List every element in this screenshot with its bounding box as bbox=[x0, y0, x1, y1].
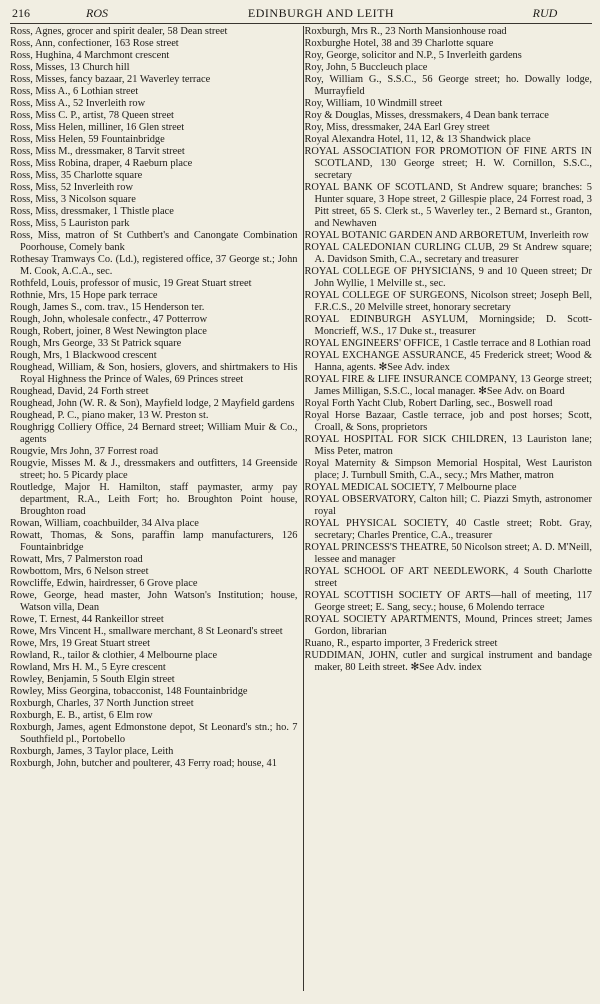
directory-entry: Rowan, William, coachbuilder, 34 Alva place bbox=[10, 518, 199, 529]
directory-entry: Rowe, Mrs, 19 Great Stuart street bbox=[10, 638, 150, 649]
directory-entry: Roughead, John (W. R. & Son), Mayfield lodge, 2 Mayfield gardens bbox=[10, 398, 295, 409]
directory-entry: ROYAL MEDICAL SOCIETY, 7 Melbourne place bbox=[304, 482, 517, 493]
directory-entry: ROYAL FIRE & LIFE INSURANCE COMPANY, 13 George street; James Milligan, S.S.C., local manager. ✻See Adv. on Board bbox=[304, 374, 592, 397]
directory-entry: ROYAL EXCHANGE ASSURANCE, 45 Frederick street; Wood & Hanna, agents. ✻See Adv. index bbox=[304, 350, 592, 373]
directory-entry: Ross, Miss, 35 Charlotte square bbox=[10, 170, 143, 181]
directory-entry: Ross, Agnes, grocer and spirit dealer, 58 Dean street bbox=[10, 26, 228, 37]
directory-entry: Ross, Miss C. P., artist, 78 Queen street bbox=[10, 110, 174, 121]
directory-entry: Royal Alexandra Hotel, 11, 12, & 13 Shandwick place bbox=[304, 134, 531, 145]
directory-entry: ROYAL SOCIETY APARTMENTS, Mound, Princes street; James Gordon, librarian bbox=[304, 614, 592, 637]
directory-entry: ROYAL PHYSICAL SOCIETY, 40 Castle street; Robt. Gray, secretary; Charles Prentice, C.A., treasurer bbox=[304, 518, 592, 541]
directory-entry: ROYAL SCOTTISH SOCIETY OF ARTS—hall of meeting, 117 George street; E. Sang, secy.; house, 6 Molendo terrace bbox=[304, 590, 592, 613]
directory-entry: Rowland, R., tailor & clothier, 4 Melbourne place bbox=[10, 650, 218, 661]
directory-entry: Ross, Hughina, 4 Marchmont crescent bbox=[10, 50, 170, 61]
directory-entry: Ross, Misses, fancy bazaar, 21 Waverley terrace bbox=[10, 74, 211, 85]
directory-entry: Roughead, David, 24 Forth street bbox=[10, 386, 149, 397]
directory-entry: ROYAL SCHOOL OF ART NEEDLEWORK, 4 South Charlotte street bbox=[304, 566, 592, 589]
directory-entry: Roughrigg Colliery Office, 24 Bernard street; William Muir & Co., agents bbox=[10, 422, 298, 445]
directory-entry: ROYAL ASSOCIATION FOR PROMOTION OF FINE ARTS IN SCOTLAND, 130 George street; H. W. Cornillon, S.S.C., secretary bbox=[304, 146, 592, 181]
directory-entry: Roxburgh, Mrs R., 23 North Mansionhouse road bbox=[304, 26, 507, 37]
left-column bbox=[10, 26, 301, 991]
directory-entry: Ross, Miss A., 6 Lothian street bbox=[10, 86, 139, 97]
directory-entry: Royal Horse Bazaar, Castle terrace, job and post horses; Scott, Croall, & Sons, proprietors bbox=[304, 410, 592, 433]
directory-entry: ROYAL HOSPITAL FOR SICK CHILDREN, 13 Lauriston lane; Miss Peter, matron bbox=[304, 434, 592, 457]
directory-entry: Ruano, R., esparto importer, 3 Frederick street bbox=[304, 638, 498, 649]
columns bbox=[10, 26, 592, 991]
directory-entry: ROYAL OBSERVATORY, Calton hill; C. Piazzi Smyth, astronomer royal bbox=[304, 494, 592, 517]
directory-entry: Royal Forth Yacht Club, Robert Darling, sec., Boswell road bbox=[304, 398, 553, 409]
right-column bbox=[301, 26, 593, 991]
directory-entry: Ross, Miss Robina, draper, 4 Raeburn place bbox=[10, 158, 193, 169]
directory-entry: Roy & Douglas, Misses, dressmakers, 4 Dean bank terrace bbox=[304, 110, 549, 121]
directory-entry: Ross, Miss Helen, 59 Fountainbridge bbox=[10, 134, 165, 145]
directory-entry: Rough, Mrs, 1 Blackwood crescent bbox=[10, 350, 157, 361]
directory-entry: Rothesay Tramways Co. (Ld.), registered office, 37 George st.; John M. Cook, A.C.A., sec. bbox=[10, 254, 298, 277]
directory-entry: Roxburgh, James, agent Edmonstone depot, St Leonard's stn.; ho. 7 Southfield pl., Portobello bbox=[10, 722, 298, 745]
directory-entry: Ross, Miss Helen, milliner, 16 Glen street bbox=[10, 122, 185, 133]
directory-entry: Ross, Miss, dressmaker, 1 Thistle place bbox=[10, 206, 174, 217]
directory-entry: Rough, James S., com. trav., 15 Henderson ter. bbox=[10, 302, 205, 313]
directory-entry: ROYAL COLLEGE OF SURGEONS, Nicolson street; Joseph Bell, F.R.C.S., 20 Melville street, honorary secretary bbox=[304, 290, 592, 313]
directory-entry: ROYAL BANK OF SCOTLAND, St Andrew square; branches: 5 Hunter square, 3 Hope street, 2 Gillespie place, 24 Forrest road, 3 Pitt street, 65 S. Clerk st., 5 Waverley ter., 2 Bernard st., Granton, and Newhaven bbox=[304, 182, 592, 229]
directory-entry: Roy, William, 10 Windmill street bbox=[304, 98, 443, 109]
directory-entry: Rowbottom, Mrs, 6 Nelson street bbox=[10, 566, 149, 577]
directory-entry: Rough, Mrs George, 33 St Patrick square bbox=[10, 338, 182, 349]
directory-entry: Ross, Misses, 13 Church hill bbox=[10, 62, 130, 73]
directory-entry: Roxburgh, John, butcher and poulterer, 43 Ferry road; house, 41 bbox=[10, 758, 277, 769]
directory-entry: Rowcliffe, Edwin, hairdresser, 6 Grove place bbox=[10, 578, 198, 589]
directory-entry: Ross, Ann, confectioner, 163 Rose street bbox=[10, 38, 179, 49]
directory-entry: Roy, John, 5 Buccleuch place bbox=[304, 62, 428, 73]
directory-entry: Rowley, Miss Georgina, tobacconist, 148 Fountainbridge bbox=[10, 686, 248, 697]
directory-entry: Rowe, Mrs Vincent H., smallware merchant, 8 St Leonard's street bbox=[10, 626, 283, 637]
directory-entry: Rougvie, Misses M. & J., dressmakers and outfitters, 14 Greenside street; ho. 5 Picardy place bbox=[10, 458, 298, 481]
directory-entry: Rothnie, Mrs, 15 Hope park terrace bbox=[10, 290, 158, 301]
page-number: 216 bbox=[12, 6, 30, 20]
directory-entry: Roxburghe Hotel, 38 and 39 Charlotte square bbox=[304, 38, 494, 49]
directory-entry: Rothfeld, Louis, professor of music, 19 Great Stuart street bbox=[10, 278, 252, 289]
directory-entry: Roxburgh, James, 3 Taylor place, Leith bbox=[10, 746, 174, 757]
directory-entry: Rougvie, Mrs John, 37 Forrest road bbox=[10, 446, 159, 457]
directory-entry: Roy, Miss, dressmaker, 24A Earl Grey street bbox=[304, 122, 490, 133]
directory-entry: Roxburgh, Charles, 37 North Junction street bbox=[10, 698, 194, 709]
directory-entry: ROYAL ENGINEERS' OFFICE, 1 Castle terrace and 8 Lothian road bbox=[304, 338, 591, 349]
directory-entry: Royal Maternity & Simpson Memorial Hospital, West Lauriston place; J. Turnbull Smith, C.A., secy.; Mrs Mather, matron bbox=[304, 458, 592, 481]
directory-entry: ROYAL CALEDONIAN CURLING CLUB, 29 St Andrew square; A. Davidson Smith, C.A., secretary and treasurer bbox=[304, 242, 592, 265]
right-guide-word: RUD bbox=[532, 6, 558, 20]
directory-entry: Rough, Robert, joiner, 8 West Newington place bbox=[10, 326, 207, 337]
directory-entry: Rough, John, wholesale confectr., 47 Potterrow bbox=[10, 314, 208, 325]
directory-entry: Rowatt, Thomas, & Sons, paraffin lamp manufacturers, 126 Fountainbridge bbox=[10, 530, 298, 553]
directory-entry: Ross, Miss, 52 Inverleith row bbox=[10, 182, 133, 193]
directory-entry: Routledge, Major H. Hamilton, staff paymaster, army pay department, R.A., Leith Fort; ho. Broughton Point house, Broughton road bbox=[10, 482, 298, 517]
directory-entry: Rowatt, Mrs, 7 Palmerston road bbox=[10, 554, 143, 565]
left-guide-word: ROS bbox=[86, 6, 108, 20]
directory-entry: Ross, Miss, matron of St Cuthbert's and Canongate Combination Poorhouse, Comely bank bbox=[10, 230, 298, 253]
directory-entry: RUDDIMAN, JOHN, cutler and surgical instrument and bandage maker, 80 Leith street. ✻See Adv. index bbox=[304, 650, 592, 673]
directory-entry: ROYAL BOTANIC GARDEN AND ARBORETUM, Inverleith row bbox=[304, 230, 589, 241]
directory-entry: Roxburgh, E. B., artist, 6 Elm row bbox=[10, 710, 153, 721]
directory-entry: Rowe, T. Ernest, 44 Rankeillor street bbox=[10, 614, 164, 625]
directory-entry: Ross, Miss A., 52 Inverleith row bbox=[10, 98, 146, 109]
directory-entry: Ross, Miss M., dressmaker, 8 Tarvit street bbox=[10, 146, 185, 157]
page-header bbox=[10, 6, 592, 24]
directory-entry: Ross, Miss, 3 Nicolson square bbox=[10, 194, 136, 205]
directory-entry: Rowley, Benjamin, 5 South Elgin street bbox=[10, 674, 175, 685]
directory-entry: Ross, Miss, 5 Lauriston park bbox=[10, 218, 130, 229]
page-title: EDINBURGH AND LEITH bbox=[247, 6, 395, 20]
directory-entry: Roughead, P. C., piano maker, 13 W. Preston st. bbox=[10, 410, 209, 421]
directory-entry: Rowe, George, head master, John Watson's Institution; house, Watson villa, Dean bbox=[10, 590, 298, 613]
directory-entry: Rowland, Mrs H. M., 5 Eyre crescent bbox=[10, 662, 166, 673]
directory-entry: Roughead, William, & Son, hosiers, glovers, and shirtmakers to His Royal Highness the Prince of Wales, 69 Princes street bbox=[10, 362, 298, 385]
directory-entry: ROYAL COLLEGE OF PHYSICIANS, 9 and 10 Queen street; Dr John Wyllie, 1 Melville st., sec. bbox=[304, 266, 592, 289]
directory-entry: ROYAL EDINBURGH ASYLUM, Morningside; D. Scott-Moncrieff, W.S., 17 Duke st., treasurer bbox=[304, 314, 592, 337]
column-divider bbox=[303, 26, 304, 991]
directory-entry: Roy, William G., S.S.C., 56 George street; ho. Dowally lodge, Murrayfield bbox=[304, 74, 592, 97]
directory-entry: Roy, George, solicitor and N.P., 5 Inverleith gardens bbox=[304, 50, 522, 61]
directory-entry: ROYAL PRINCESS'S THEATRE, 50 Nicolson street; A. D. M'Neill, lessee and manager bbox=[304, 542, 592, 565]
